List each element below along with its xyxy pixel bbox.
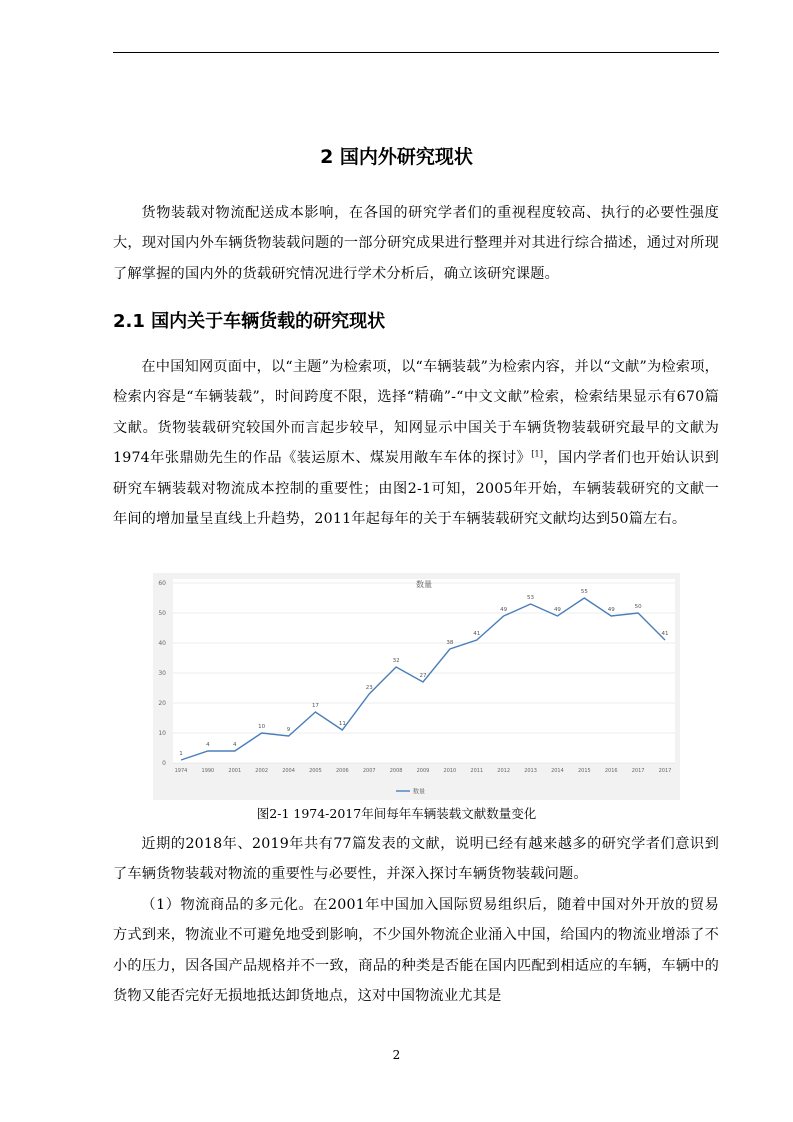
x-tick-label: 2017 [631,768,645,774]
chart-plot-area [173,579,675,763]
x-tick-label: 2007 [362,768,376,774]
legend-entry: 数量 [413,788,426,796]
data-label: 11 [338,721,346,727]
data-label: 49 [553,607,561,613]
data-label: 50 [634,604,642,610]
y-tick-label: 0 [162,760,166,767]
citation-marker[interactable]: [1] [531,449,544,459]
data-label: 49 [500,607,508,613]
data-label: 38 [446,640,454,646]
section-paragraph [113,352,719,534]
x-tick-label: 1974 [174,768,188,774]
header-rule [113,52,719,53]
x-tick-label: 1990 [201,768,215,774]
y-tick-label: 40 [158,640,166,647]
data-label: 23 [365,685,373,691]
y-tick-label: 60 [158,580,166,587]
data-label: 4 [233,742,237,748]
y-tick-label: 10 [158,730,166,737]
intro-paragraph: 货物装载对物流配送成本影响，在各国的研究学者们的重视程度较高、执行的必要性强度大，现对国内外车辆货物装载问题的一部分研究成果进行整理并对其进行综合描述，通过对所现了解掌握的国内外的货载研究情况进行学术分析后，确立该研究课题。 [113,205,719,282]
x-tick-label: 2008 [389,768,403,774]
data-label: 55 [580,589,588,595]
section-title: 2.1 国内关于车辆货载的研究现状 [113,311,386,332]
x-tick-label: 2012 [497,768,511,774]
figure-caption: 图2-1 1974-2017年间每年车辆装载文献数量变化 [256,806,537,821]
point-1-paragraph: （1）物流商品的多元化。在2001年中国加入国际贸易组织后，随着中国对外开放的贸易方式到来，物流业不可避免地受到影响，不少国外物流企业涌入中国，给国内的物流业增添了不小的压力，因各国产品规格并不一致，商品的种类是否能在国内匹配到相适应的车辆，车辆中的货物又能否完好无损地抵达卸货地点，这对中国物流业尤其是 [113,897,719,1005]
chart-title: 数量 [416,580,432,589]
recent-literature-paragraph: 近期的2018年、2019年共有77篇发表的文献，说明已经有越来越多的研究学者们意识到了车辆货物装载对物流的重要性与必要性，并深入探讨车辆货物装载问题。 [113,836,719,883]
data-label: 32 [392,658,400,664]
y-tick-label: 20 [158,700,166,707]
data-label: 9 [286,727,291,733]
y-tick-label: 30 [158,670,166,677]
x-tick-label: 2005 [309,768,322,774]
x-tick-label: 2009 [416,768,430,774]
x-tick-label: 2004 [282,768,295,774]
paragraph-text-before-citation: 在中国知网页面中，以“主题”为检索项，以“车辆装载”为检索内容，并以“文献”为检索项，检索内容是“车辆装载”，时间跨度不限，选择“精确”-“中文文献”检索，检索结果显示有670篇文献。货物装载研究较国外而言起步较早，知网显示中国关于车辆货物装载研究最早的文献为1974年张鼎勋先生的作品《装运原木、煤炭用敞车车体的探讨》 [113,359,719,467]
literature-count-line-chart [153,573,680,800]
data-label: 41 [661,631,669,637]
data-label: 17 [311,703,319,709]
x-tick-label: 2016 [604,768,618,774]
x-tick-label: 2014 [551,768,564,774]
x-tick-label: 2011 [470,768,484,774]
data-label: 53 [527,595,535,601]
data-label: 27 [419,673,427,679]
x-tick-label: 2010 [443,768,457,774]
data-label: 41 [473,631,481,637]
data-label: 10 [258,724,266,730]
x-tick-label: 2001 [228,768,242,774]
data-label: 49 [607,607,615,613]
x-tick-label: 2006 [335,768,349,774]
page-number: 2 [392,1048,401,1062]
x-tick-label: 2017 [658,768,672,774]
chapter-title: 2 国内外研究现状 [320,146,473,168]
paragraph-text-after-citation: ，国内学者们也开始认识到研究车辆装载对物流成本控制的重要性；由图2-1可知，2005年开始，车辆装载研究的文献一年间的增加量呈直线上升趋势，2011年起每年的关于车辆装载研究文献均达到50篇左右。 [113,450,719,528]
y-tick-label: 50 [158,610,166,617]
data-label: 1 [179,751,183,757]
data-label: 4 [206,742,210,748]
x-tick-label: 2013 [524,768,537,774]
x-tick-label: 2002 [255,768,269,774]
x-tick-label: 2015 [577,768,591,774]
